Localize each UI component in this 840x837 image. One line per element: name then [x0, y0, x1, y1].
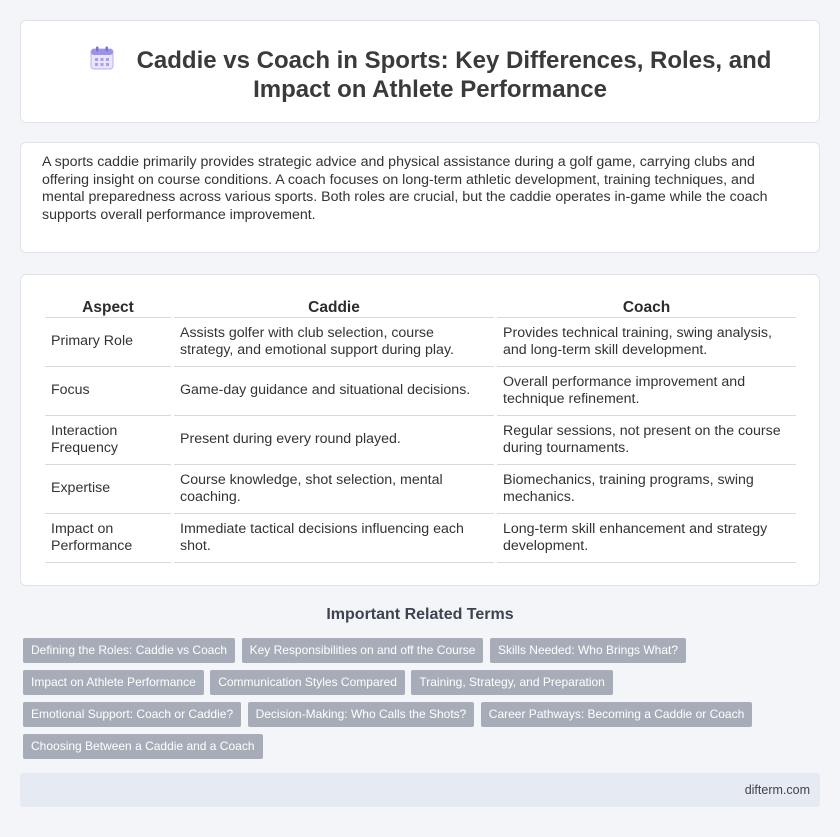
coach-cell: Biomechanics, training programs, swing mechanics. [497, 465, 796, 514]
coach-cell: Long-term skill enhancement and strategy development. [497, 514, 796, 563]
intro-card [20, 142, 820, 253]
caddie-cell: Immediate tactical decisions influencing each shot. [174, 514, 494, 563]
table-header-row [45, 298, 796, 318]
title-text: Caddie vs Coach in Sports: Key Differences, Roles, and Impact on Athlete Performance [136, 47, 772, 103]
header-coach: Coach [497, 298, 796, 318]
caddie-cell: Present during every round played. [174, 416, 494, 465]
caddie-cell: Game-day guidance and situational decisions. [174, 367, 494, 416]
aspect-cell: Focus [45, 367, 171, 416]
header-caddie: Caddie [174, 298, 494, 318]
aspect-cell: Expertise [45, 465, 171, 514]
related-term-tag[interactable]: Defining the Roles: Caddie vs Coach [23, 638, 235, 663]
footer [20, 773, 820, 807]
coach-cell: Provides technical training, swing analysis, and long-term skill development. [497, 318, 796, 367]
coach-cell: Overall performance improvement and technique refinement. [497, 367, 796, 416]
related-term-tag[interactable]: Decision-Making: Who Calls the Shots? [248, 702, 475, 727]
caddie-cell: Course knowledge, shot selection, mental coaching. [174, 465, 494, 514]
aspect-cell: Impact on Performance [45, 514, 171, 563]
comparison-table-card [20, 274, 820, 586]
table-row [45, 514, 796, 563]
header-aspect: Aspect [45, 298, 171, 318]
related-term-tag[interactable]: Training, Strategy, and Preparation [411, 670, 612, 695]
related-term-tag[interactable]: Choosing Between a Caddie and a Coach [23, 734, 263, 759]
related-terms-title: Important Related Terms [326, 606, 514, 623]
related-term-tag[interactable]: Impact on Athlete Performance [23, 670, 204, 695]
aspect-cell: Primary Role [45, 318, 171, 367]
aspect-cell: Interaction Frequency [45, 416, 171, 465]
related-term-tag[interactable]: Career Pathways: Becoming a Caddie or Coach [481, 702, 752, 727]
caddie-cell: Assists golfer with club selection, course strategy, and emotional support during play. [174, 318, 494, 367]
table-row [45, 318, 796, 367]
related-term-tag[interactable]: Communication Styles Compared [210, 670, 405, 695]
site-name[interactable]: difterm.com [744, 783, 810, 797]
calendar-icon [89, 45, 115, 71]
related-term-tag[interactable]: Key Responsibilities on and off the Course [242, 638, 484, 663]
coach-cell: Regular sessions, not present on the course during tournaments. [497, 416, 796, 465]
comparison-table [42, 298, 799, 563]
table-row [45, 465, 796, 514]
page-title [61, 45, 799, 104]
intro-paragraph: A sports caddie primarily provides strategic advice and physical assistance during a golf game, carrying clubs and offering insight on course conditions. A coach focuses on long-term athletic development, training techniques, and mental preparedness across various sports. Both roles are crucial, but the caddie operates in-game while the coach supports overall performance improvement. [42, 154, 768, 223]
table-row [45, 416, 796, 465]
header-card [20, 20, 820, 123]
related-terms-tags [23, 638, 803, 766]
related-term-tag[interactable]: Emotional Support: Coach or Caddie? [23, 702, 241, 727]
related-term-tag[interactable]: Skills Needed: Who Brings What? [490, 638, 686, 663]
table-row [45, 367, 796, 416]
